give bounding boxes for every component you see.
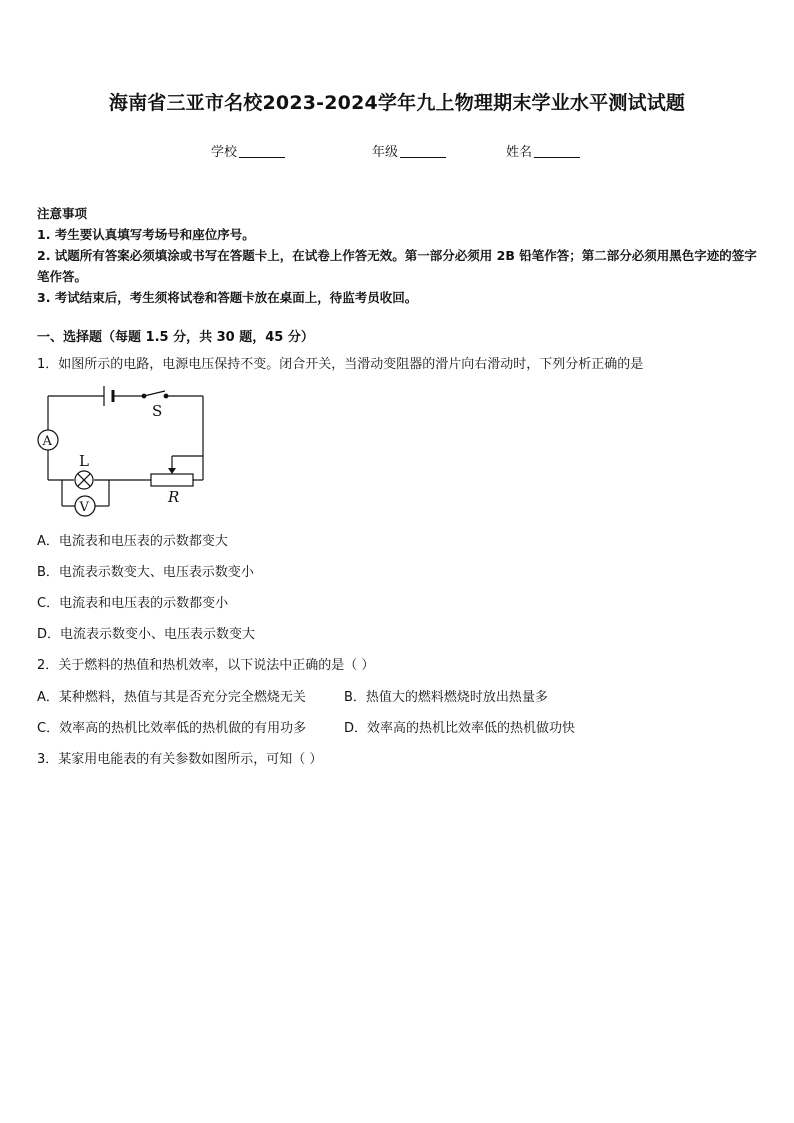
question-2-stem: 2．关于燃料的热值和热机效率，以下说法中正确的是（ ）: [37, 658, 375, 673]
name-blank[interactable]: [534, 144, 580, 158]
question-1-option[interactable]: D．电流表示数变小、电压表示数变大: [37, 627, 256, 642]
grade-field[interactable]: [372, 141, 446, 160]
ammeter-label: A: [42, 434, 52, 449]
school-field[interactable]: [211, 141, 285, 160]
battery-icon: [104, 386, 113, 406]
notice-item: 3. 考试结束后，考生须将试卷和答题卡放在桌面上，待监考员收回。: [37, 290, 418, 305]
notice-block: [37, 203, 762, 308]
question-3-stem: 3．某家用电能表的有关参数如图所示，可知（ ）: [37, 752, 323, 767]
resistor-label: R: [168, 488, 180, 506]
grade-blank[interactable]: [400, 144, 446, 158]
question-2-option[interactable]: C．效率高的热机比效率低的热机做的有用功多: [37, 721, 307, 736]
notice-heading: 注意事项: [37, 206, 88, 221]
exam-title: 海南省三亚市名校2023-2024学年九上物理期末学业水平测试试题: [108, 92, 686, 114]
switch-icon: [142, 391, 168, 398]
question-1-stem: 1．如图所示的电路，电源电压保持不变。闭合开关，当滑动变阻器的滑片向右滑动时，下列分析正确的是: [37, 357, 644, 372]
voltmeter-icon: [75, 496, 95, 516]
school-label: 学校: [211, 145, 238, 160]
name-label: 姓名: [506, 145, 533, 160]
switch-label: S: [152, 402, 163, 420]
notice-item: 1. 考生要认真填写考场号和座位序号。: [37, 227, 255, 242]
question-2-option[interactable]: D．效率高的热机比效率低的热机做功快: [344, 721, 576, 736]
notice-item: 2. 试题所有答案必须填涂或书写在答题卡上，在试卷上作答无效。第一部分必须用 2B 铅笔作答；第二部分必须用黑色字迹的签字笔作答。: [37, 248, 757, 284]
student-info-row: [0, 141, 794, 159]
question-1-option[interactable]: A．电流表和电压表的示数都变大: [37, 534, 228, 549]
lamp-icon: [75, 471, 93, 489]
question-2-option[interactable]: A．某种燃料，热值与其是否充分完全燃烧无关: [37, 690, 306, 705]
grade-label: 年级: [372, 145, 399, 160]
name-field[interactable]: [506, 141, 580, 160]
section-heading: 一、选择题（每题 1.5 分，共 30 题，45 分）: [37, 330, 314, 345]
question-2-option[interactable]: B．热值大的燃料燃烧时放出热量多: [344, 690, 548, 705]
question-1-option[interactable]: C．电流表和电压表的示数都变小: [37, 596, 229, 611]
question-1-option[interactable]: B．电流表示数变大、电压表示数变小: [37, 565, 254, 580]
lamp-label: L: [79, 452, 89, 470]
school-blank[interactable]: [239, 144, 285, 158]
rheostat-icon: [151, 468, 193, 486]
voltmeter-label: V: [79, 500, 89, 515]
circuit-diagram: [36, 384, 212, 524]
ammeter-icon: [38, 430, 58, 450]
